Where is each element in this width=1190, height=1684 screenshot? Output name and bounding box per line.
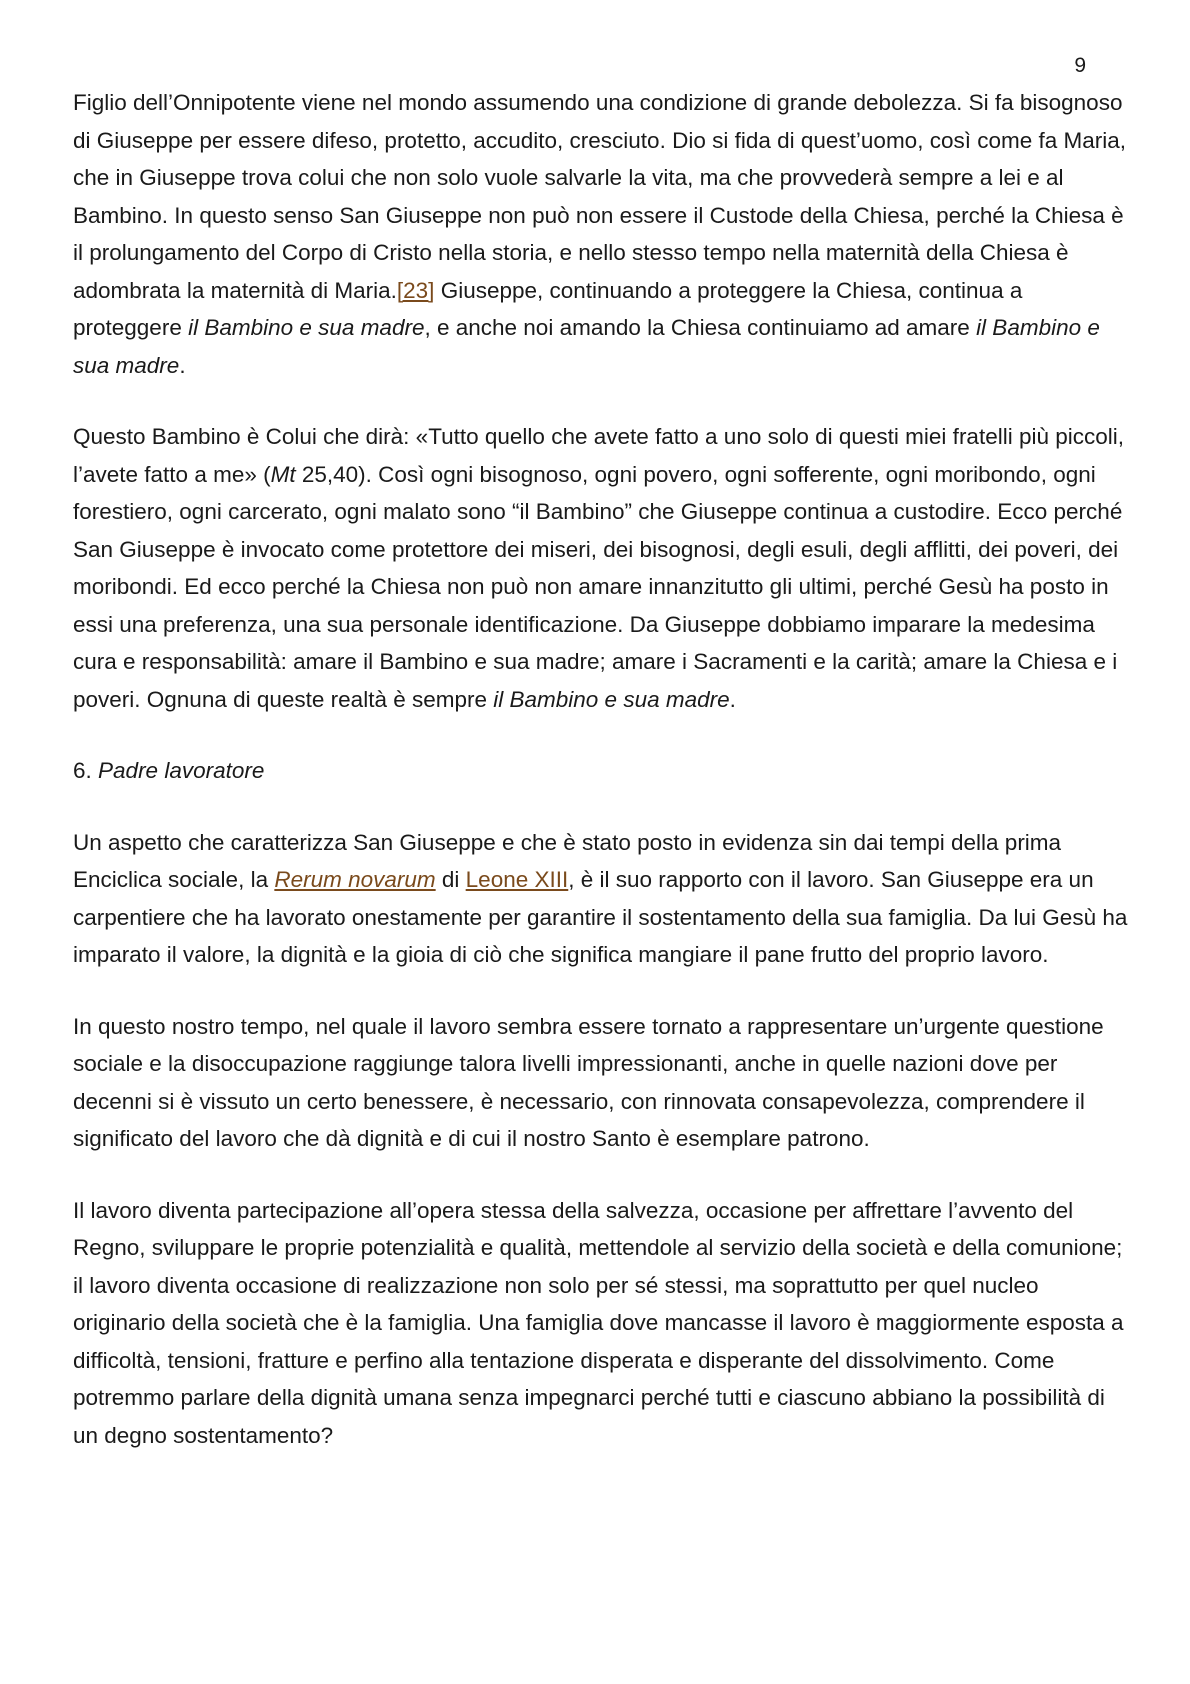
paragraph-1-italic-2: il Bambino e sua madre [73,315,1100,378]
rerum-novarum-link-text: Rerum novarum [274,867,436,892]
paragraph-3-text-2: di [435,867,466,892]
footnote-link-23[interactable]: [23] [396,277,435,303]
section-title: Padre lavoratore [98,758,265,783]
paragraph-3 [73,824,1133,974]
paragraph-1-text-1: Figlio dell’Onnipotente viene nel mondo assumendo una condizione di grande debolezza. Si fa bisognoso di Giuseppe per essere difeso, protetto, accudito, cresciuto. Dio si fida di quest’uomo, così come fa Maria, che in Giuseppe trova colui che non solo vuole salvarle la vita, ma che provvederà sempre a lei e al Bambino. In questo senso San Giuseppe non può non essere il Custode della Chiesa, perché la Chiesa è il prolungamento del Corpo di Cristo nella storia, e nello stesso tempo nella maternità della Chiesa è adombrata la maternità di Maria. [73,90,1127,303]
rerum-novarum-link[interactable] [274,867,435,892]
paragraph-1-text-3: , e anche noi amando la Chiesa continuiamo ad amare [424,315,977,340]
paragraph-2-italic-2: il Bambino e sua madre [493,686,730,712]
paragraph-3-text-1: Un aspetto che caratterizza San Giuseppe e che è stato posto in evidenza sin dai tempi della prima Enciclica sociale, la [73,829,1062,892]
paragraph-2 [73,418,1133,718]
paragraph-4: In questo nostro tempo, nel quale il lavoro sembra essere tornato a rappresentare un’urgente questione sociale e la disoccupazione raggiunge talora livelli impressionanti, anche in quelle nazioni dove per decenni si è vissuto un certo benessere, è necessario, con rinnovata consapevolezza, comprendere il significato del lavoro che dà dignità e di cui il nostro Santo è esemplare patrono. [73,1013,1104,1151]
paragraph-1-text-4: . [179,352,186,378]
paragraph-2-italic-1: Mt [270,461,296,487]
section-number: 6. [73,758,99,783]
page-number: 9 [1074,54,1086,77]
paragraph-1-italic-1: il Bambino e sua madre [188,315,425,340]
document-body [73,84,1133,1488]
paragraph-1 [73,84,1133,384]
paragraph-2-text-2: 25,40). Così ogni bisognoso, ogni povero, ogni sofferente, ogni moribondo, ogni forestiero, ogni carcerato, ogni malato sono “il Bambino” che Giuseppe continua a custodire. Ecco perché San Giuseppe è invocato come protettore dei miseri, dei bisognosi, degli esuli, degli afflitti, dei poveri, dei moribondi. Ed ecco perché la Chiesa non può non amare innanzitutto gli ultimi, perché Gesù ha posto in essi una preferenza, una sua personale identificazione. Da Giuseppe dobbiamo imparare la medesima cura e responsabilità: amare il Bambino e sua madre; amare i Sacramenti e la carità; amare la Chiesa e i poveri. Ognuna di queste realtà è sempre [73,461,1123,712]
paragraph-3-text-3: , è il suo rapporto con il lavoro. San Giuseppe era un carpentiere che ha lavorato onestamente per garantire il sostentamento della sua famiglia. Da lui Gesù ha imparato il valore, la dignità e la gioia di ciò che significa mangiare il pane frutto del proprio lavoro. [73,867,1128,967]
leone-xiii-link[interactable]: Leone XIII [465,867,569,892]
paragraph-1-text-2: Giuseppe, continuando a proteggere la Chiesa, continua a proteggere [73,277,1023,340]
paragraph-5: Il lavoro diventa partecipazione all’opera stessa della salvezza, occasione per affrettare l’avvento del Regno, sviluppare le proprie potenzialità e qualità, mettendole al servizio della società e della comunione; il lavoro diventa occasione di realizzazione non solo per sé stessi, ma soprattutto per quel nucleo originario della società che è la famiglia. Una famiglia dove mancasse il lavoro è maggiormente esposta a difficoltà, tensioni, fratture e perfino alla tentazione disperata e disperante del dissolvimento. Come potremmo parlare della dignità umana senza impegnarci perché tutti e ciascuno abbiano la possibilità di un degno sostentamento? [73,1197,1124,1448]
paragraph-2-text-3: . [729,686,736,712]
paragraph-2-text-1: Questo Bambino è Colui che dirà: «Tutto quello che avete fatto a uno solo di questi miei fratelli più piccoli, l’avete fatto a me» ( [73,424,1125,487]
section-heading [73,752,1133,790]
